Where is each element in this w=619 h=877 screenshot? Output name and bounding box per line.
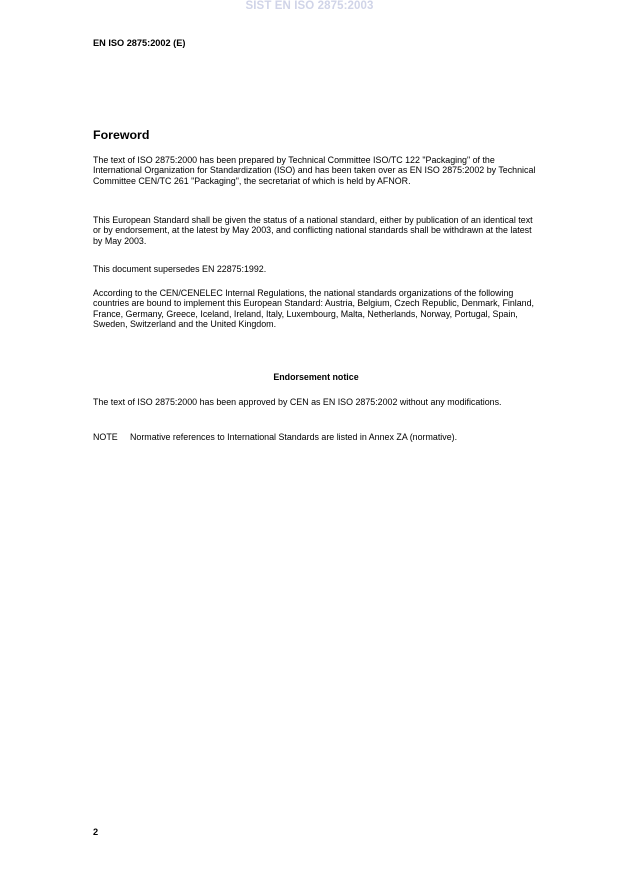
document-header: EN ISO 2875:2002 (E) (93, 38, 186, 48)
foreword-paragraph-2: This European Standard shall be given the status of a national standard, either by publication of an identical text or by endorsement, at the latest by May 2003, and conflicting national standards shall be withdrawn at the latest by May 2003. (93, 215, 533, 246)
foreword-heading: Foreword (93, 128, 150, 142)
page-number: 2 (93, 827, 99, 837)
foreword-paragraph-1: The text of ISO 2875:2000 has been prepared by Technical Committee ISO/TC 122 "Packaging" of the International Organization for Standardization (ISO) and has been taken over as EN ISO 2875:2002 by Technical Committee CEN/TC 261 "Packaging", the secretariat of which is held by AFNOR. (93, 155, 536, 186)
note-label: NOTE (93, 432, 118, 442)
note (93, 432, 541, 442)
foreword-paragraph-3: This document supersedes EN 22875:1992. (93, 264, 267, 274)
foreword-paragraph-4: According to the CEN/CENELEC Internal Regulations, the national standards organizations of the following countries are bound to implement this European Standard: Austria, Belgium, Czech Republic, Denmark, Finland, France, Germany, Greece, Iceland, Ireland, Italy, Luxembourg, Malta, Netherlands, Norway, Portugal, Spain, Sweden, Switzerland and the United Kingdom. (93, 288, 535, 329)
endorsement-paragraph: The text of ISO 2875:2000 has been approved by CEN as EN ISO 2875:2002 without any modifications. (93, 397, 502, 407)
watermark-text: SIST EN ISO 2875:2003 (245, 0, 374, 12)
endorsement-heading: Endorsement notice (273, 372, 359, 382)
note-text: Normative references to International Standards are listed in Annex ZA (normative). (130, 432, 458, 442)
